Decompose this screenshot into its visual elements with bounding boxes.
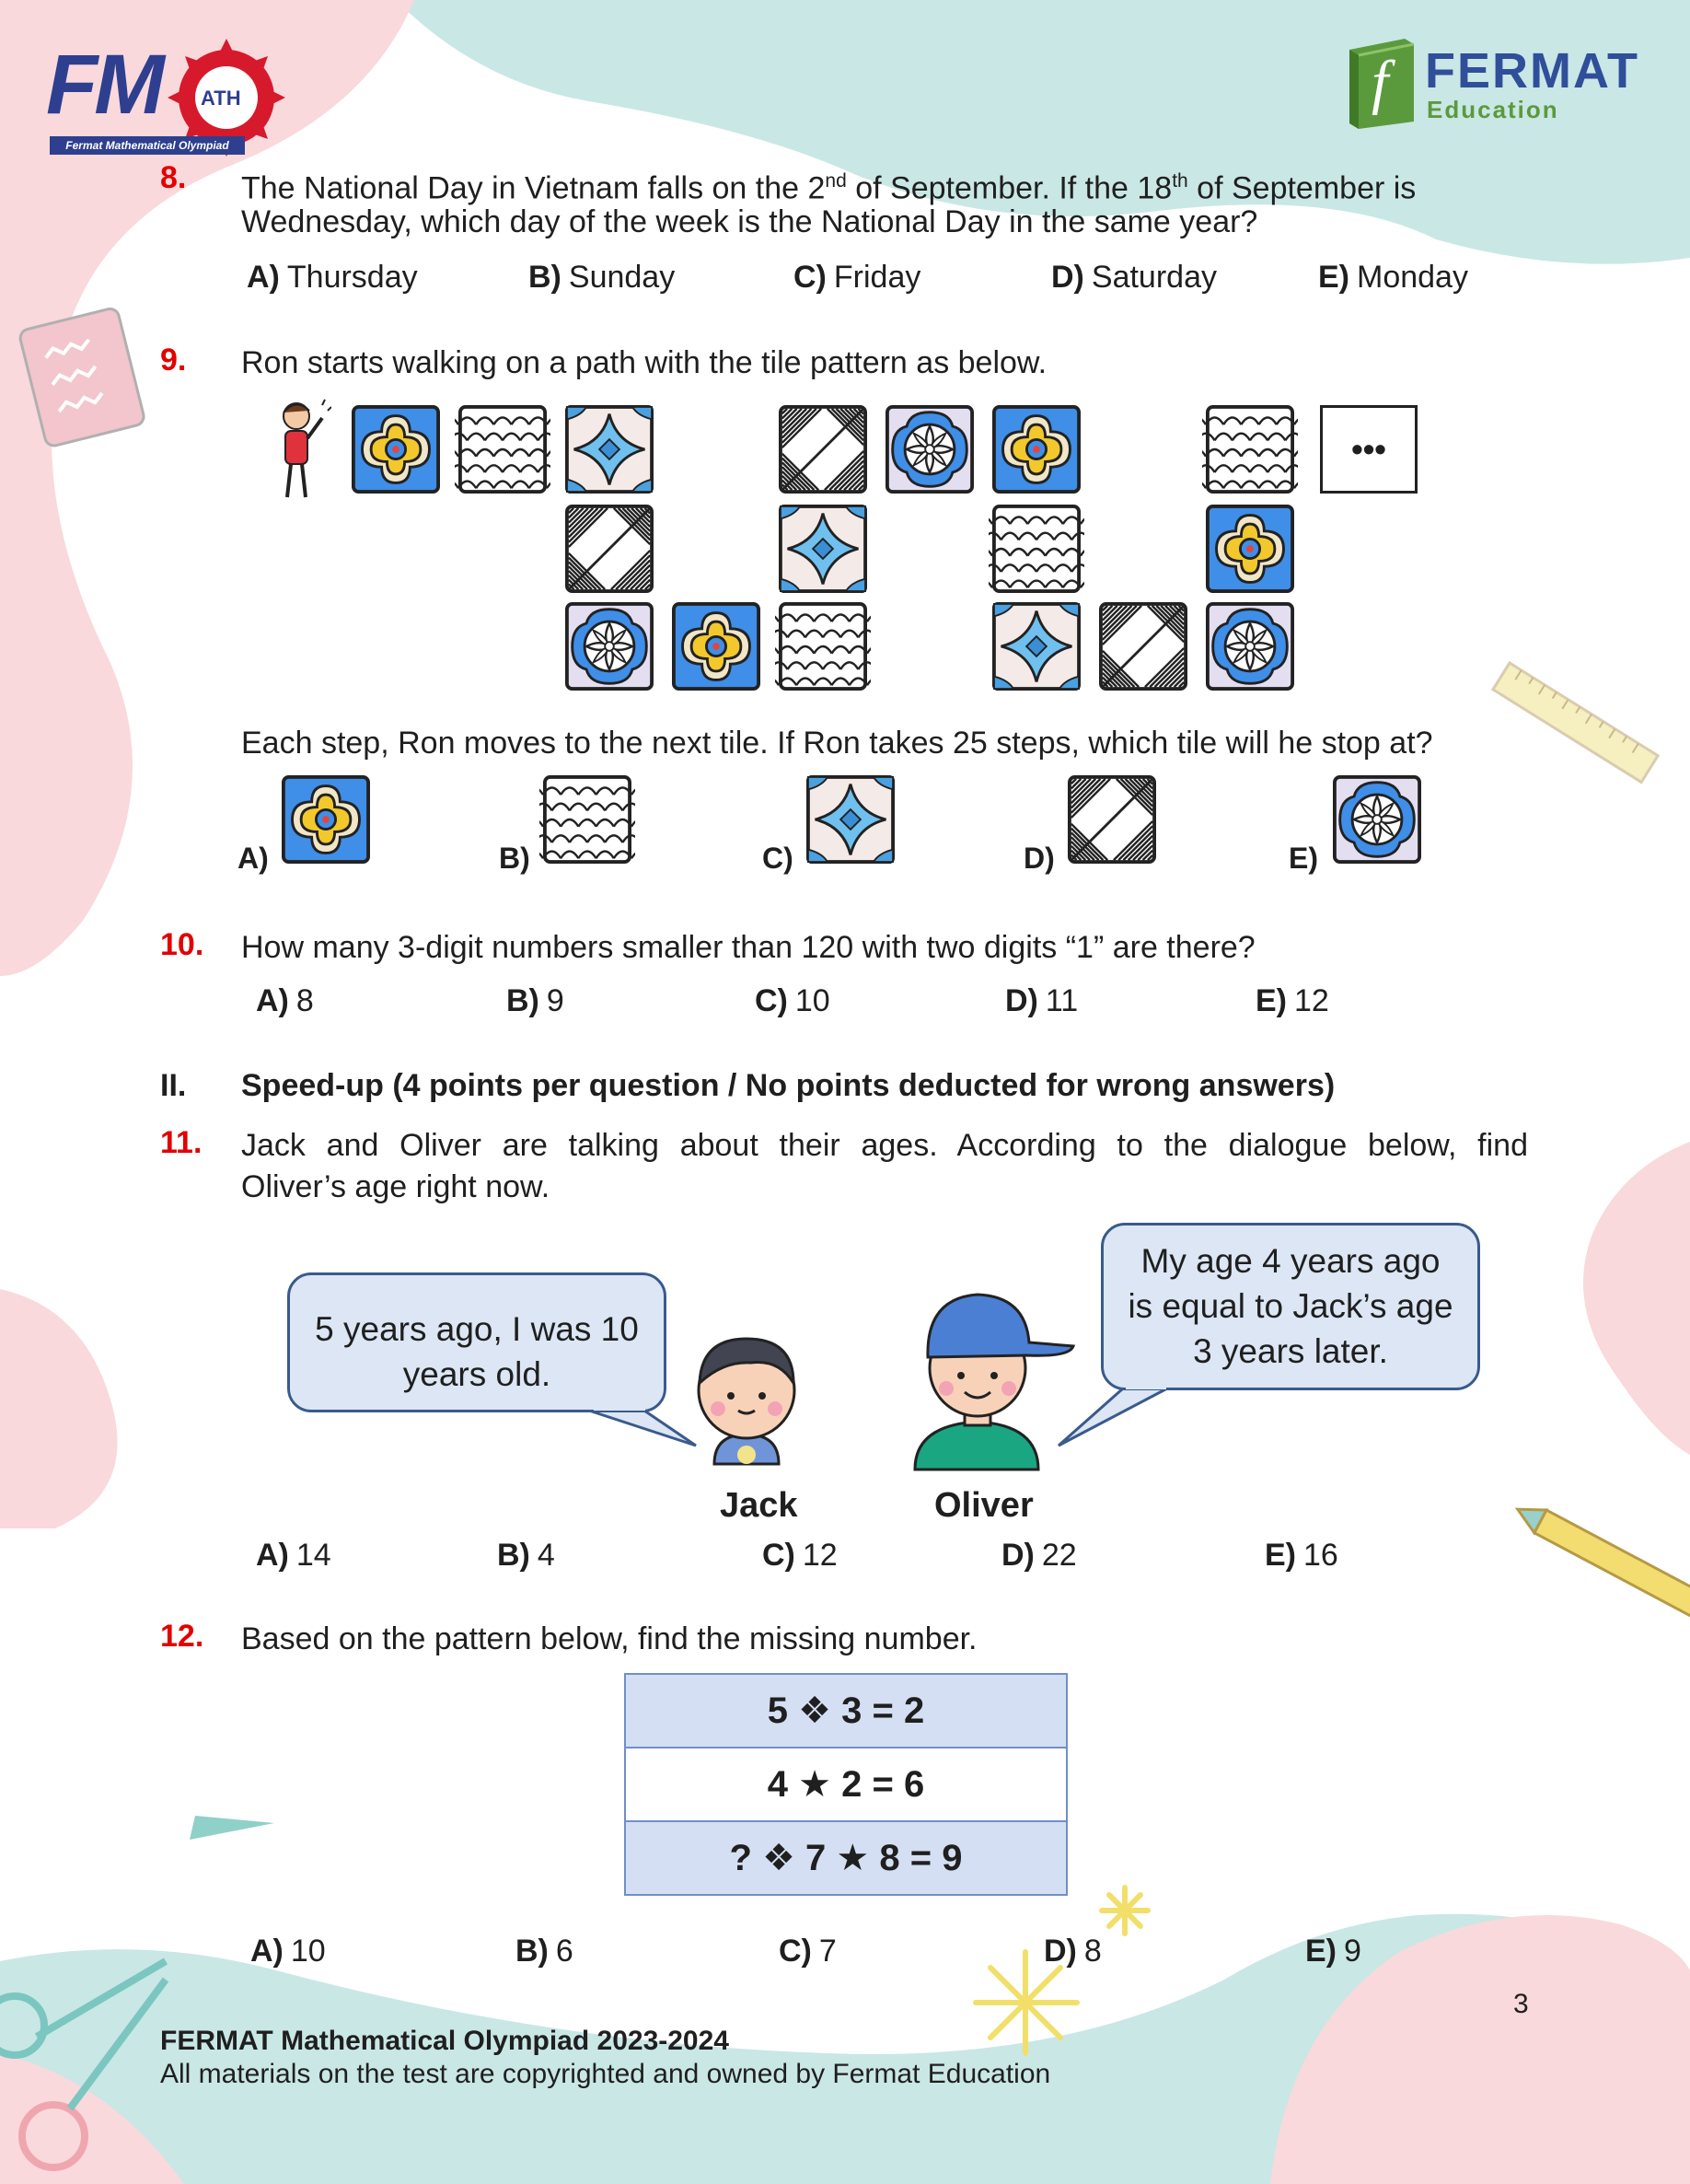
option-text: Sunday — [568, 260, 676, 295]
option-letter: C) — [755, 983, 788, 1018]
option-letter: E) — [1305, 1934, 1337, 1969]
bubble-tail-cover — [594, 1405, 645, 1411]
oliver-bubble-line: My age 4 years ago — [1140, 1242, 1441, 1280]
option-text: 12 — [802, 1538, 838, 1573]
question-number: 10. — [160, 927, 204, 962]
option-letter: D) — [1005, 983, 1038, 1018]
question-text-line2: Oliver’s age right now. — [241, 1169, 550, 1204]
option-text: 16 — [1303, 1538, 1338, 1573]
option-letter: A) — [256, 1538, 289, 1573]
option-text: 7 — [818, 1934, 837, 1969]
option-letter: C) — [793, 260, 827, 295]
answer-option[interactable] — [779, 1934, 837, 1969]
option-text: 9 — [1344, 1934, 1361, 1969]
option-letter: A) — [256, 983, 289, 1018]
question-text: Each step, Ron moves to the next tile. If Ron takes 25 steps, which tile will he stop at? — [241, 726, 1433, 761]
option-text: Saturday — [1091, 260, 1217, 295]
table-row — [625, 1748, 1067, 1821]
option-text: 8 — [295, 983, 314, 1018]
jack-bubble-line: 5 years ago, I was 10 — [315, 1310, 639, 1348]
bubble-tail-cover — [1126, 1384, 1166, 1389]
option-letter: D) — [1024, 842, 1055, 875]
answer-option[interactable] — [1001, 1538, 1077, 1574]
table-row — [625, 1821, 1067, 1895]
option-text: 10 — [794, 983, 830, 1018]
option-letter: A) — [247, 260, 280, 295]
oliver-avatar-icon — [904, 1276, 1079, 1477]
footer-title: FERMAT Mathematical Olympiad 2023-2024 — [160, 2026, 729, 2056]
q8-sup2: th — [1172, 170, 1188, 192]
option-letter: A) — [237, 842, 269, 875]
question-number: 12. — [160, 1619, 204, 1654]
fermat-logo-subtitle: Education — [1427, 96, 1559, 123]
fermat-logo-glyph: f — [1372, 49, 1389, 116]
option-text: 8 — [1083, 1934, 1102, 1969]
option-text: 4 — [537, 1538, 555, 1573]
pattern-table — [624, 1673, 1068, 1896]
option-letter: D) — [1044, 1934, 1077, 1969]
jack-name-label: Jack — [720, 1486, 798, 1525]
answer-option[interactable] — [1044, 1934, 1102, 1969]
question-text: Jack and Oliver are talking about their ages. According to the dialogue below, find — [241, 1128, 1528, 1163]
jack-bubble-line: years old. — [402, 1355, 551, 1393]
fermat-logo-title: FERMAT — [1425, 43, 1639, 99]
footer-copyright: All materials on the test are copyrighted and owned by Fermat Education — [160, 2059, 1051, 2089]
option-letter: C) — [779, 1934, 812, 1969]
answer-option[interactable] — [762, 1538, 838, 1574]
jack-speech-bubble — [287, 1272, 666, 1412]
question-text: How many 3-digit numbers smaller than 120 with two digits “1” are there? — [241, 930, 1256, 965]
answer-option[interactable] — [497, 1538, 555, 1574]
option-letter: E) — [1318, 260, 1349, 295]
question-text-line2: Wednesday, which day of the week is the National Day in the same year? — [241, 204, 1258, 239]
section-title: Speed-up (4 points per question / No points deducted for wrong answers) — [241, 1068, 1336, 1103]
answer-option[interactable] — [515, 1934, 573, 1969]
option-letter: D) — [1001, 1538, 1035, 1573]
option-text: 14 — [295, 1538, 331, 1573]
answer-option[interactable] — [256, 1538, 331, 1574]
section-number: II. — [160, 1068, 187, 1103]
option-letter: C) — [762, 842, 793, 875]
answer-option[interactable] — [1265, 1538, 1338, 1574]
option-letter: B) — [506, 983, 539, 1018]
option-text: Thursday — [286, 260, 418, 295]
option-letter: D) — [1051, 260, 1084, 295]
fmo-logo-letters: FM — [46, 38, 161, 132]
jack-avatar-icon — [677, 1326, 816, 1473]
option-text: 10 — [290, 1934, 326, 1969]
question-number: 8. — [160, 160, 187, 195]
option-letter: E) — [1289, 842, 1318, 875]
oliver-bubble-line: 3 years later. — [1193, 1332, 1388, 1370]
option-text: 12 — [1294, 983, 1329, 1018]
table-cell: ? ❖ 7 ★ 8 = 9 — [625, 1821, 1067, 1895]
answer-option[interactable] — [1305, 1934, 1361, 1969]
question-text: Based on the pattern below, find the missing number. — [241, 1621, 978, 1656]
table-cell: 5 ❖ 3 = 2 — [625, 1674, 1067, 1748]
q8-text-part3: of September is — [1187, 170, 1417, 206]
option-text: 22 — [1041, 1538, 1077, 1573]
table-cell: 4 ★ 2 = 6 — [625, 1748, 1067, 1821]
option-text: 9 — [546, 983, 564, 1018]
question-text: Ron starts walking on a path with the tile pattern as below. — [241, 345, 1048, 380]
oliver-name-label: Oliver — [934, 1486, 1034, 1525]
q8-sup1: nd — [825, 170, 847, 192]
option-letter: B) — [515, 1934, 549, 1969]
page-number: 3 — [1513, 1989, 1529, 2019]
option-text: Monday — [1357, 260, 1468, 295]
question-number: 11. — [160, 1125, 203, 1160]
option-letter: B) — [497, 1538, 530, 1573]
option-letter: E) — [1265, 1538, 1296, 1573]
option-letter: A) — [250, 1934, 284, 1969]
oliver-bubble-line: is equal to Jack’s age — [1128, 1287, 1453, 1325]
answer-option[interactable] — [250, 1934, 326, 1969]
option-text: 6 — [555, 1934, 573, 1969]
option-letter: B) — [499, 842, 530, 875]
fmo-logo-small: ATH — [201, 87, 241, 110]
fmo-logo-caption: Fermat Mathematical Olympiad — [50, 136, 245, 155]
option-letter: B) — [528, 260, 561, 295]
option-letter: C) — [762, 1538, 795, 1573]
option-text: 11 — [1045, 983, 1079, 1018]
question-number: 9. — [160, 343, 187, 378]
table-row — [625, 1674, 1067, 1748]
option-text: Friday — [833, 260, 921, 295]
ellipsis-text: ••• — [1351, 430, 1386, 468]
option-letter: E) — [1256, 983, 1287, 1018]
oliver-speech-bubble — [1101, 1223, 1480, 1390]
q8-text-part1: The National Day in Vietnam falls on the 2 — [241, 170, 826, 206]
q8-text-part2: of September. If the 18 — [846, 170, 1173, 206]
